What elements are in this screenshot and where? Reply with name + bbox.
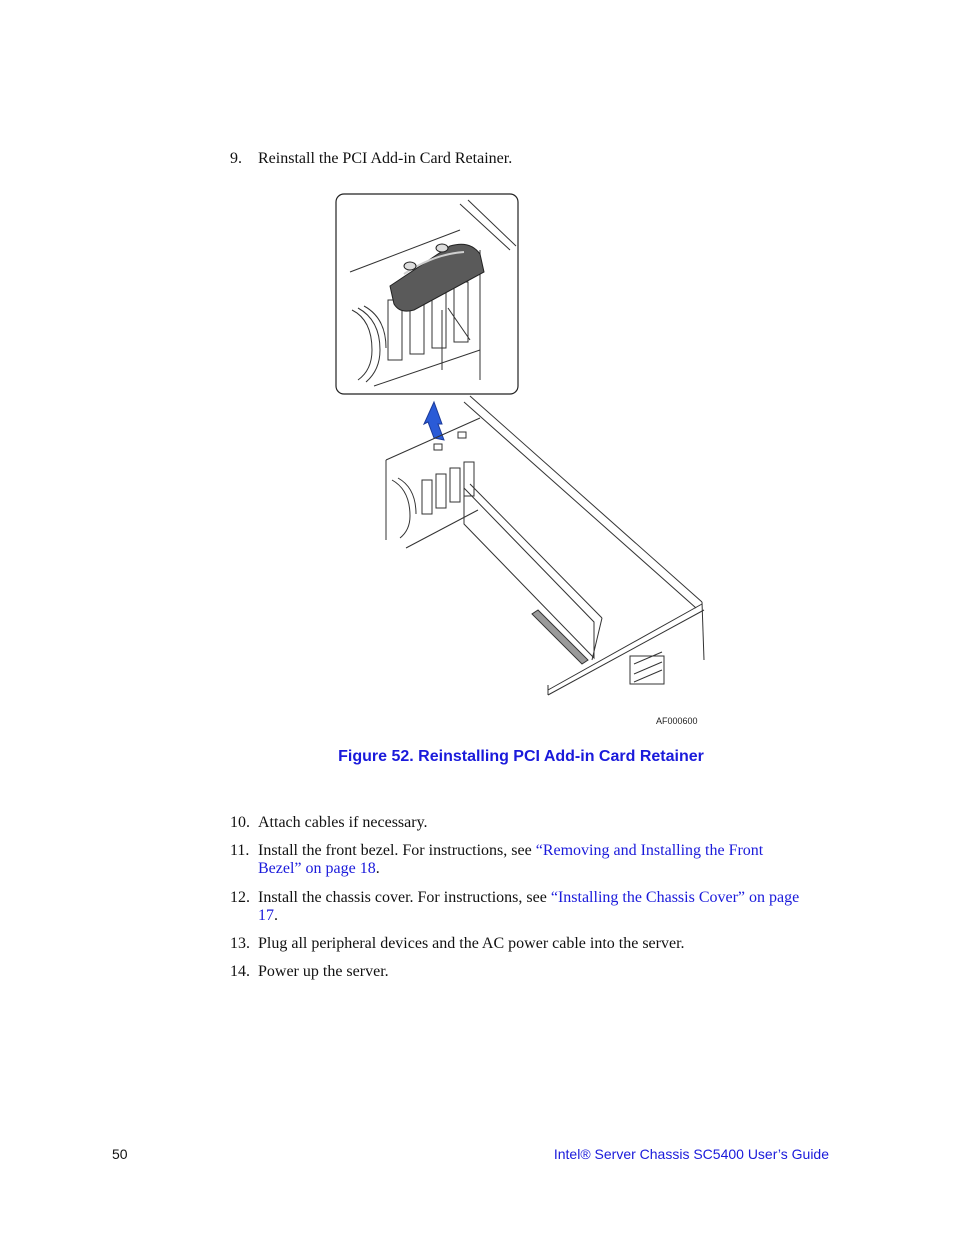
step-number: 12. (230, 889, 250, 906)
step-11 (230, 842, 805, 878)
step-number: 10. (230, 814, 250, 831)
step-number: 13. (230, 935, 250, 952)
step-text-prefix: Install the front bezel. For instructions, see (258, 842, 536, 859)
step-number: 9. (230, 150, 242, 167)
step-text (258, 842, 805, 878)
step-number: 14. (230, 963, 250, 980)
step-text: Attach cables if necessary. (258, 814, 428, 831)
step-text: Power up the server. (258, 963, 389, 980)
front-bezel-link[interactable]: “Removing and Installing the Front Bezel” on page 18 (258, 842, 764, 877)
step-text-suffix: . (274, 907, 278, 924)
step-text: Plug all peripheral devices and the AC power cable into the server. (258, 935, 685, 952)
chassis-retainer-illustration (330, 190, 710, 710)
figure-illustration (330, 190, 710, 710)
step-text-prefix: Install the chassis cover. For instructions, see (258, 889, 551, 906)
page-number: 50 (112, 1146, 128, 1162)
step-number: 11. (230, 842, 250, 859)
step-10 (230, 814, 805, 832)
step-13 (230, 935, 805, 953)
step-12 (230, 889, 805, 925)
chassis-cover-link[interactable]: “Installing the Chassis Cover” on page 17 (258, 889, 800, 924)
step-text-suffix: . (375, 860, 380, 877)
figure-caption: Figure 52. Reinstalling PCI Add-in Card Retainer (338, 748, 704, 765)
step-14 (230, 963, 805, 981)
step-9 (230, 150, 805, 168)
step-text (258, 889, 805, 925)
step-text: Reinstall the PCI Add-in Card Retainer. (258, 150, 513, 167)
figure-id: AF000600 (656, 716, 698, 726)
document-title: Intel® Server Chassis SC5400 User’s Guide (553, 1146, 829, 1162)
